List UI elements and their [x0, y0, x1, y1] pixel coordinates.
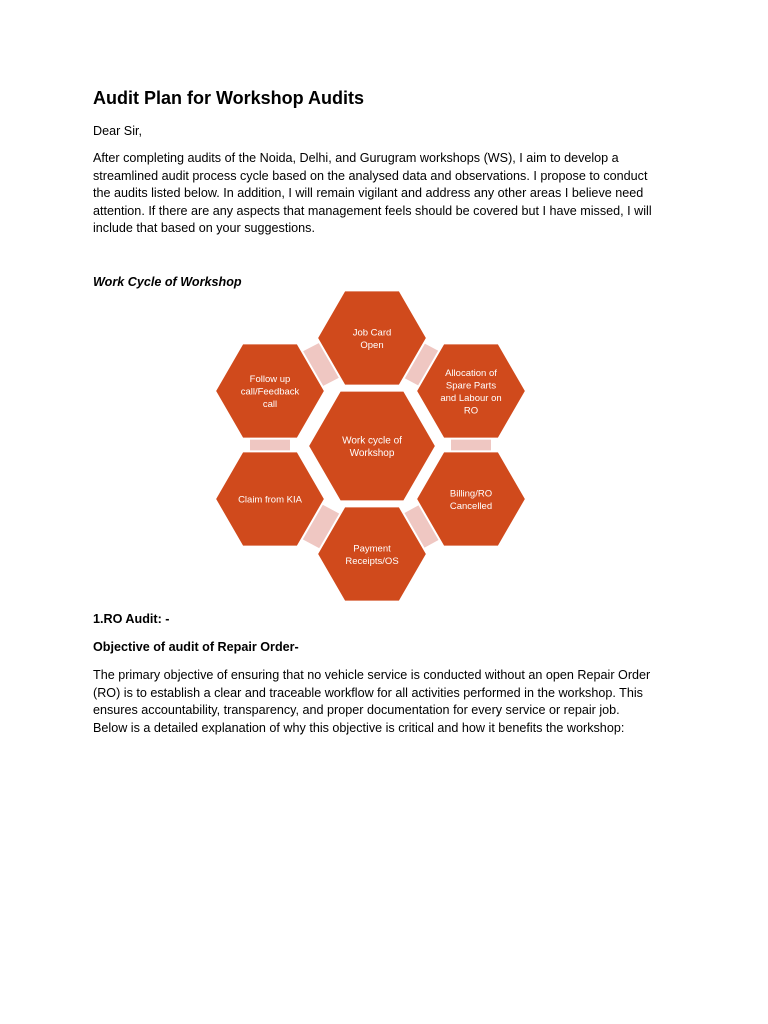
center-hexagon-label: Workshop	[349, 447, 395, 459]
work-cycle-svg	[210, 286, 540, 606]
objective-paragraph	[93, 667, 683, 737]
objective-line: Below is a detailed explanation of why this objective is critical and how it benefits the workshop:	[93, 720, 625, 735]
cycle-step-label: call/Feedback	[240, 386, 300, 398]
intro-line: the audits listed below. In addition, I will remain vigilant and address any other areas I believe need	[93, 186, 644, 201]
document-title: Audit Plan for Workshop Audits	[93, 88, 364, 108]
cycle-step-label: Follow up	[249, 374, 291, 385]
cycle-step-label: Payment	[353, 543, 391, 555]
work-cycle-diagram	[210, 286, 540, 606]
cycle-step-label: Claim from KIA	[238, 494, 302, 506]
cycle-step-label: Receipts/OS	[345, 555, 399, 567]
intro-line: streamlined audit process cycle based on the analysed data and observations. I propose to conduct	[93, 168, 648, 183]
cycle-step-label: Open	[360, 339, 384, 351]
objective-heading: Objective of audit of Repair Order-	[93, 640, 299, 654]
intro-line: attention. If there are any aspects that management feels should be covered but I have missed, I will	[93, 203, 652, 218]
cycle-step-label: Allocation of	[445, 367, 497, 379]
objective-line: ensures accountability, transparency, and proper documentation for every service or repair job.	[93, 703, 620, 718]
intro-line: include that based on your suggestions.	[93, 221, 315, 236]
cycle-step-label: RO	[463, 405, 479, 417]
intro-line: After completing audits of the Noida, Delhi, and Gurugram workshops (WS), I aim to develop a	[93, 151, 619, 165]
cycle-step-label: Billing/RO	[449, 488, 493, 500]
cycle-step-label: call	[262, 399, 278, 410]
work-cycle-heading: Work Cycle of Workshop	[93, 275, 242, 289]
ro-audit-heading: 1.RO Audit: -	[93, 612, 170, 626]
cycle-step-label: Spare Parts	[445, 380, 497, 392]
cycle-step-label: and Labour on	[440, 392, 502, 404]
salutation: Dear Sir,	[93, 124, 142, 138]
objective-line: The primary objective of ensuring that no vehicle service is conducted without an open Repair Order	[93, 668, 651, 682]
cycle-step-label: Cancelled	[449, 500, 493, 512]
intro-paragraph	[93, 150, 681, 238]
cycle-step-label: Job Card	[352, 327, 392, 339]
objective-line: (RO) is to establish a clear and traceable workflow for all activities performed in the workshop. This	[93, 685, 643, 700]
center-hexagon-label: Work cycle of	[342, 435, 402, 447]
